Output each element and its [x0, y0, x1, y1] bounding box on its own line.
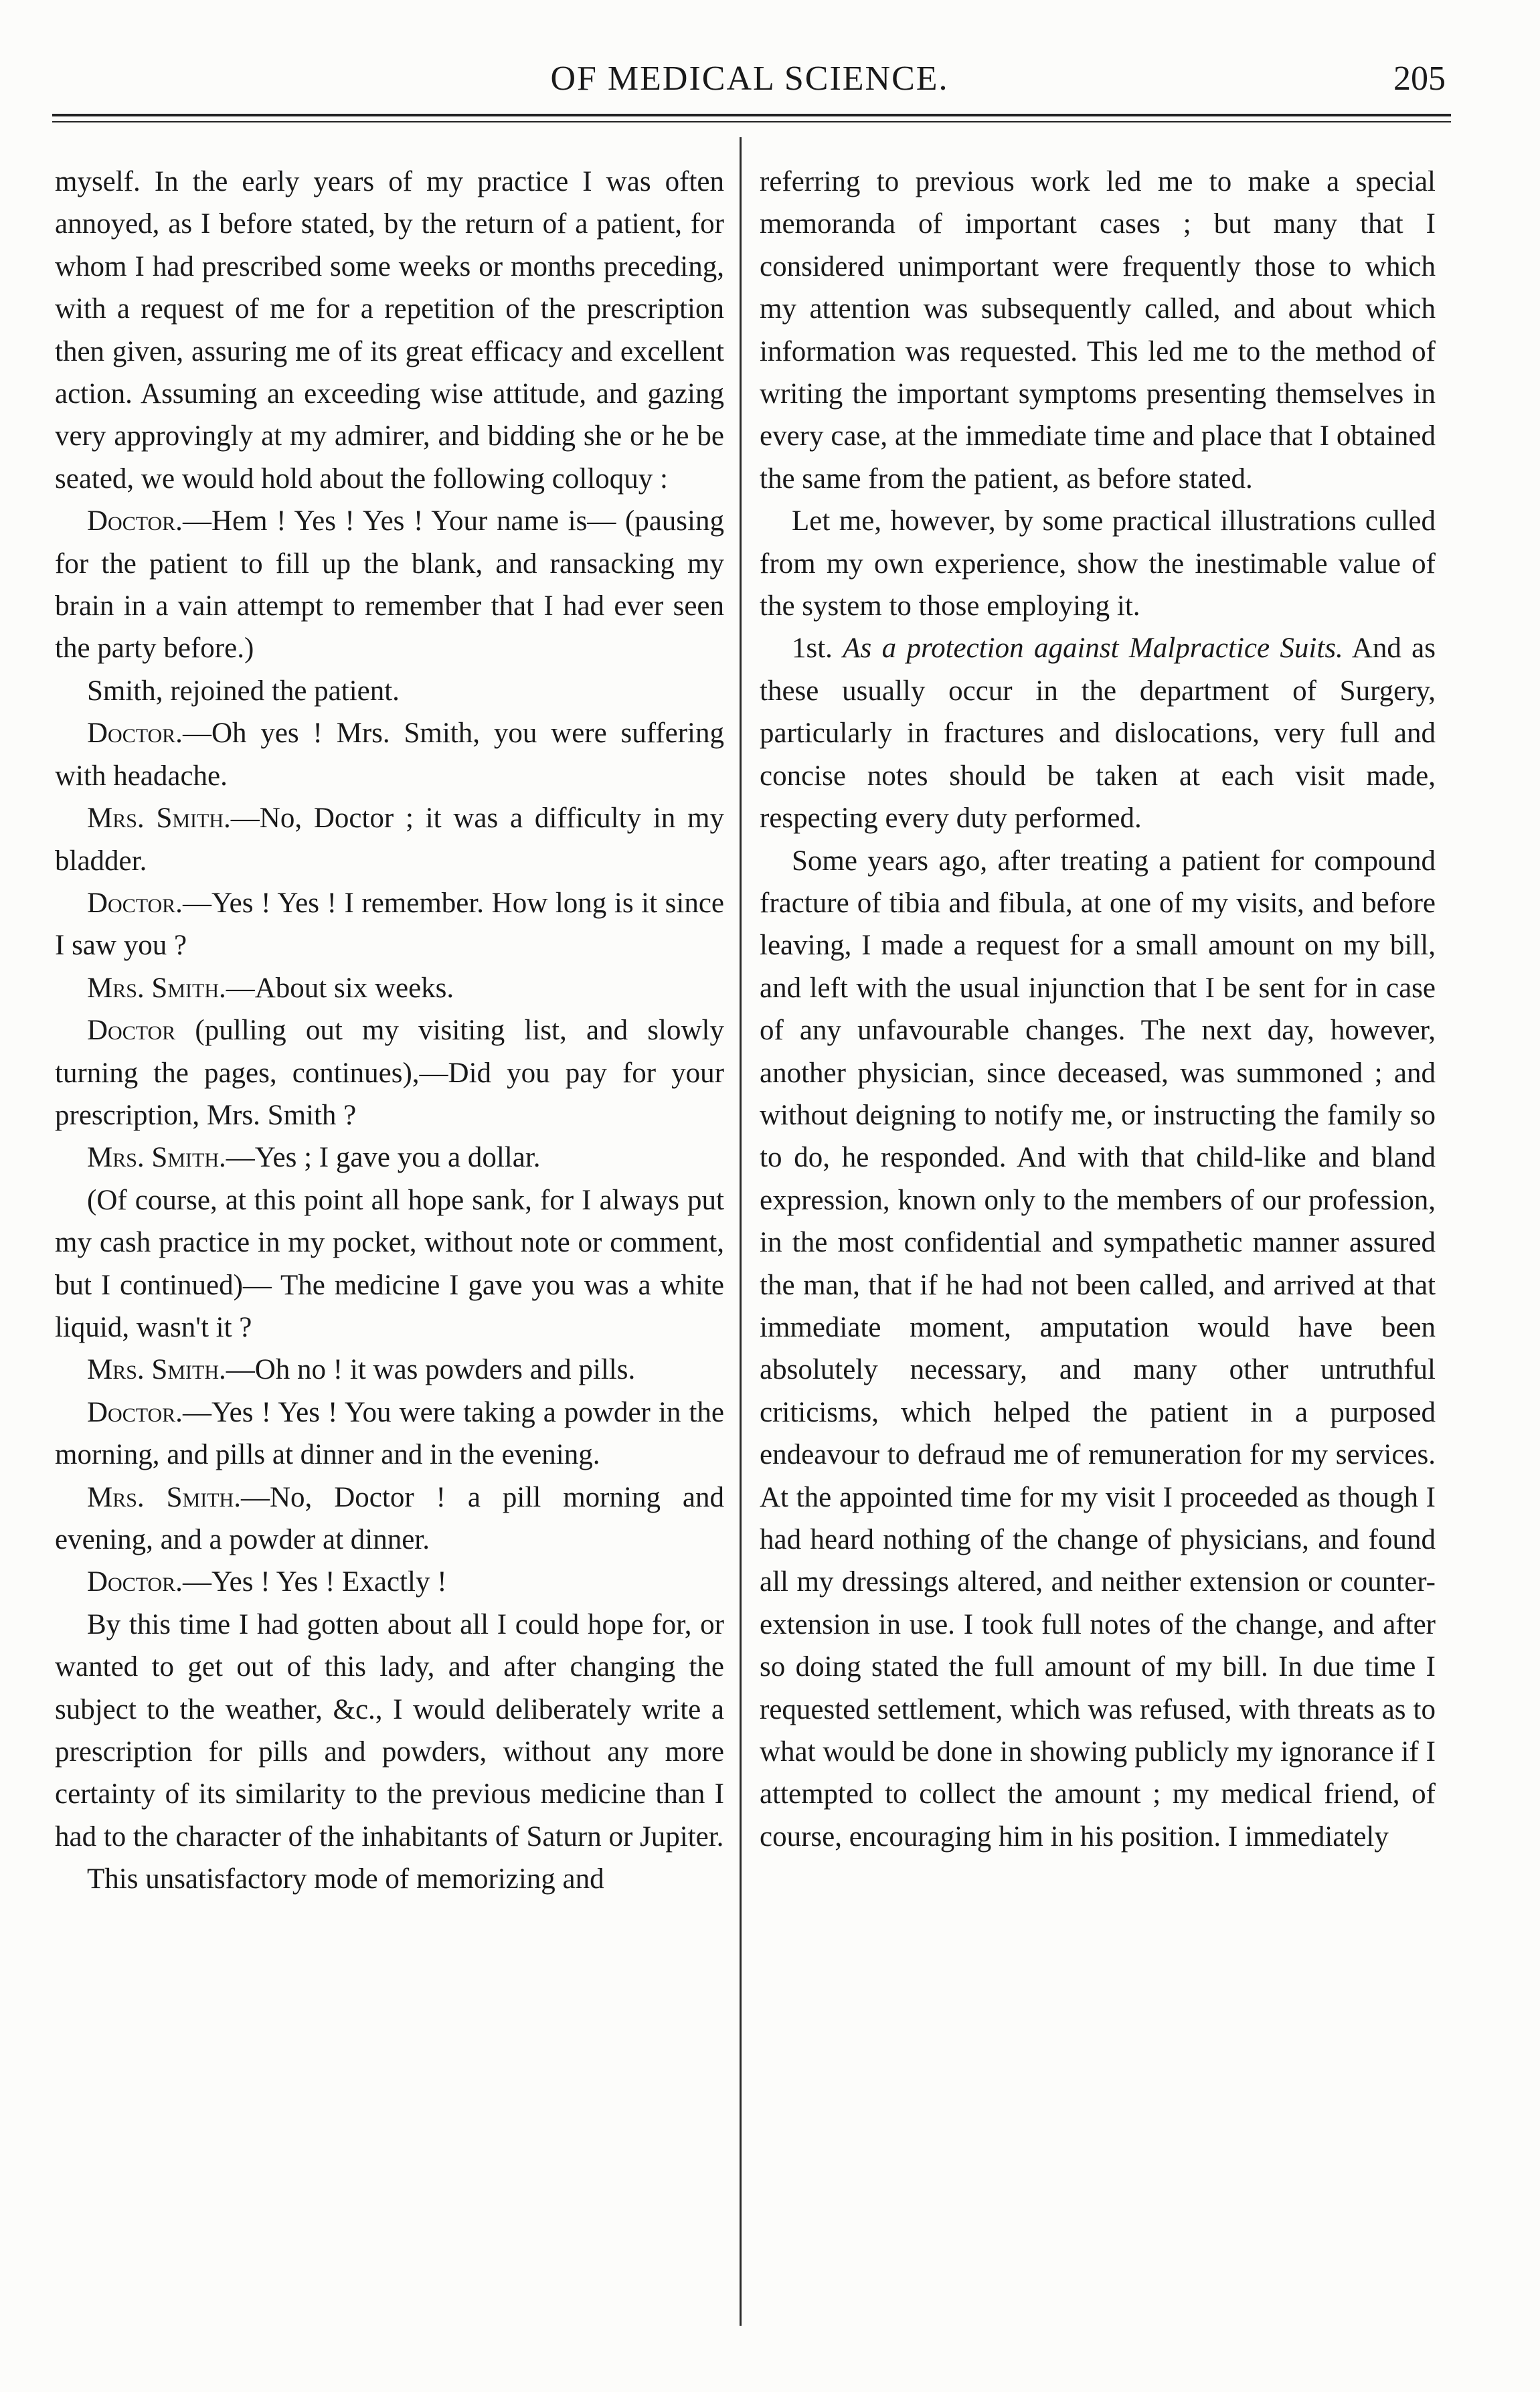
- header-rule-thin: [52, 121, 1451, 122]
- dialogue-text: —Yes ! Yes ! I remember. How long is it since I saw you ?: [55, 887, 724, 962]
- dialogue-text: —Oh yes ! Mrs. Smith, you were suffering with headache.: [55, 717, 724, 792]
- page-number: 205: [1393, 60, 1446, 98]
- speaker-name: Doctor: [87, 1015, 176, 1047]
- paragraph: [55, 1858, 724, 1900]
- paragraph-text: (Of course, at this point all hope sank, for I always put my cash practice in my pocket, without note or comment, but I continued)— The medicine I gave you was a white liquid, wasn't it ?: [55, 1184, 724, 1343]
- dialogue-text: —Hem ! Yes ! Yes ! Your name is— (pausing for the patient to fill up the blank, and ransacking my brain in a vain attempt to remember that I had ever seen the party before.): [55, 505, 724, 665]
- paragraph-text: Let me, however, by some practical illustrations culled from my own experience, show the inestimable value of the system to those employing it.: [760, 505, 1436, 622]
- section-heading: As a protection against Malpractice Suits.: [843, 632, 1343, 665]
- right-column: [760, 161, 1436, 1858]
- paragraph: [55, 1179, 724, 1349]
- dialogue-line: [55, 882, 724, 967]
- paragraph-text: Smith, rejoined the patient.: [87, 675, 400, 707]
- speaker-name: Mrs. Smith.: [87, 1354, 226, 1386]
- speaker-name: Mrs. Smith.: [87, 802, 231, 835]
- speaker-name: Doctor.: [87, 1566, 183, 1598]
- paragraph: [760, 840, 1436, 1859]
- dialogue-line: [55, 1391, 724, 1476]
- dialogue-text: —Yes ! Yes ! You were taking a powder in the morning, and pills at dinner and in the evening.: [55, 1396, 724, 1471]
- dialogue-text: —Yes ! Yes ! Exactly !: [182, 1566, 447, 1598]
- paragraph-text: And as these usually occur in the department of Surgery, particularly in fractures and dislocations, very full and concise notes should be taken at each visit made, respecting every duty performed.: [760, 632, 1436, 835]
- paragraph: [760, 500, 1436, 627]
- dialogue-line: [55, 1009, 724, 1136]
- paragraph: [55, 1604, 724, 1858]
- header-rule-thick: [52, 114, 1451, 116]
- dialogue-text: —Yes ; I gave you a dollar.: [226, 1142, 541, 1174]
- dialogue-text: —No, Doctor ! a pill morning and evening, and a powder at dinner.: [55, 1481, 724, 1555]
- dialogue-line: [55, 1349, 724, 1391]
- speaker-name: Mrs. Smith.: [87, 1142, 226, 1174]
- speaker-name: Mrs. Smith.: [87, 1481, 241, 1513]
- speaker-name: Mrs. Smith.: [87, 972, 226, 1004]
- dialogue-text: —Oh no ! it was powders and pills.: [226, 1354, 636, 1386]
- paragraph: [760, 161, 1436, 500]
- paragraph-text: referring to previous work led me to make a special memoranda of important cases ; but many that I considered unimportant were frequently those to which my attention was subsequently called, and about which information was requested. This led me to the method of writing the important symptoms presenting themselves in every case, at the immediate time and place that I obtained the same from the patient, as before stated.: [760, 166, 1436, 495]
- dialogue-line: [55, 1136, 724, 1179]
- dialogue-line: [55, 1561, 724, 1603]
- speaker-name: Doctor.: [87, 887, 183, 919]
- speaker-name: Doctor.: [87, 1396, 183, 1428]
- dialogue-text: (pulling out my visiting list, and slowly turning the pages, continues),—Did you pay for your prescription, Mrs. Smith ?: [55, 1015, 724, 1131]
- speaker-name: Doctor.: [87, 717, 183, 750]
- left-column: [55, 161, 724, 1901]
- paragraph-text: Some years ago, after treating a patient for compound fracture of tibia and fibula, at one of my visits, and before leaving, I made a request for a small amount on my bill, and left with the usual injunction that I be sent for in case of any unfavourable changes. The next day, however, another physician, since deceased, was summoned ; and without deigning to notify me, or instructing the family so to do, he responded. And with that child-like and bland expression, known only to the members of our profession, in the most confidential and sympathetic manner assured the man, that if he had not been called, and arrived at that immediate moment, amputation would have been absolutely necessary, and many other untruthful criticisms, which helped the patient in a purposed endeavour to defraud me of remuneration for my services. At the appointed time for my visit I proceeded as though I had heard nothing of the change of physicians, and found all my dressings altered, and neither extension or counter-extension in use. I took full notes of the change, and after so doing stated the full amount of my bill. In due time I requested settlement, which was refused, with threats as to what would be done in showing publicly my ignorance if I attempted to collect the amount ; my medical friend, of course, encouraging him in his position. I immediately: [760, 845, 1436, 1853]
- dialogue-text: —About six weeks.: [226, 972, 454, 1004]
- paragraph-text: By this time I had gotten about all I could hope for, or wanted to get out of this lady, and after changing the subject to the weather, &c., I would deliberately write a prescription for pills and powders, without any more certainty of its similarity to the previous medicine than I had to the character of the inhabitants of Saturn or Jupiter.: [55, 1608, 724, 1853]
- paragraph: [55, 161, 724, 500]
- column-divider: [740, 137, 742, 2326]
- running-header: [0, 52, 1540, 106]
- dialogue-line: [55, 712, 724, 797]
- speaker-name: Doctor.: [87, 505, 183, 537]
- numbered-paragraph: [760, 627, 1436, 839]
- dialogue-line: [55, 797, 724, 882]
- paragraph-text: This unsatisfactory mode of memorizing and: [87, 1863, 604, 1895]
- section-number: 1st.: [792, 632, 843, 665]
- paragraph: [55, 670, 724, 712]
- paragraph-text: myself. In the early years of my practice I was often annoyed, as I before stated, by the return of a patient, for whom I had prescribed some weeks or months preceding, with a request of me for a repetition of the prescription then given, assuring me of its great efficacy and excellent action. Assuming an exceeding wise attitude, and gazing very approvingly at my admirer, and bidding she or he be seated, we would hold about the following colloquy :: [55, 166, 724, 495]
- dialogue-line: [55, 967, 724, 1009]
- dialogue-line: [55, 500, 724, 670]
- dialogue-text: —No, Doctor ; it was a difficulty in my bladder.: [55, 802, 724, 877]
- dialogue-line: [55, 1476, 724, 1561]
- running-title: OF MEDICAL SCIENCE.: [550, 60, 949, 98]
